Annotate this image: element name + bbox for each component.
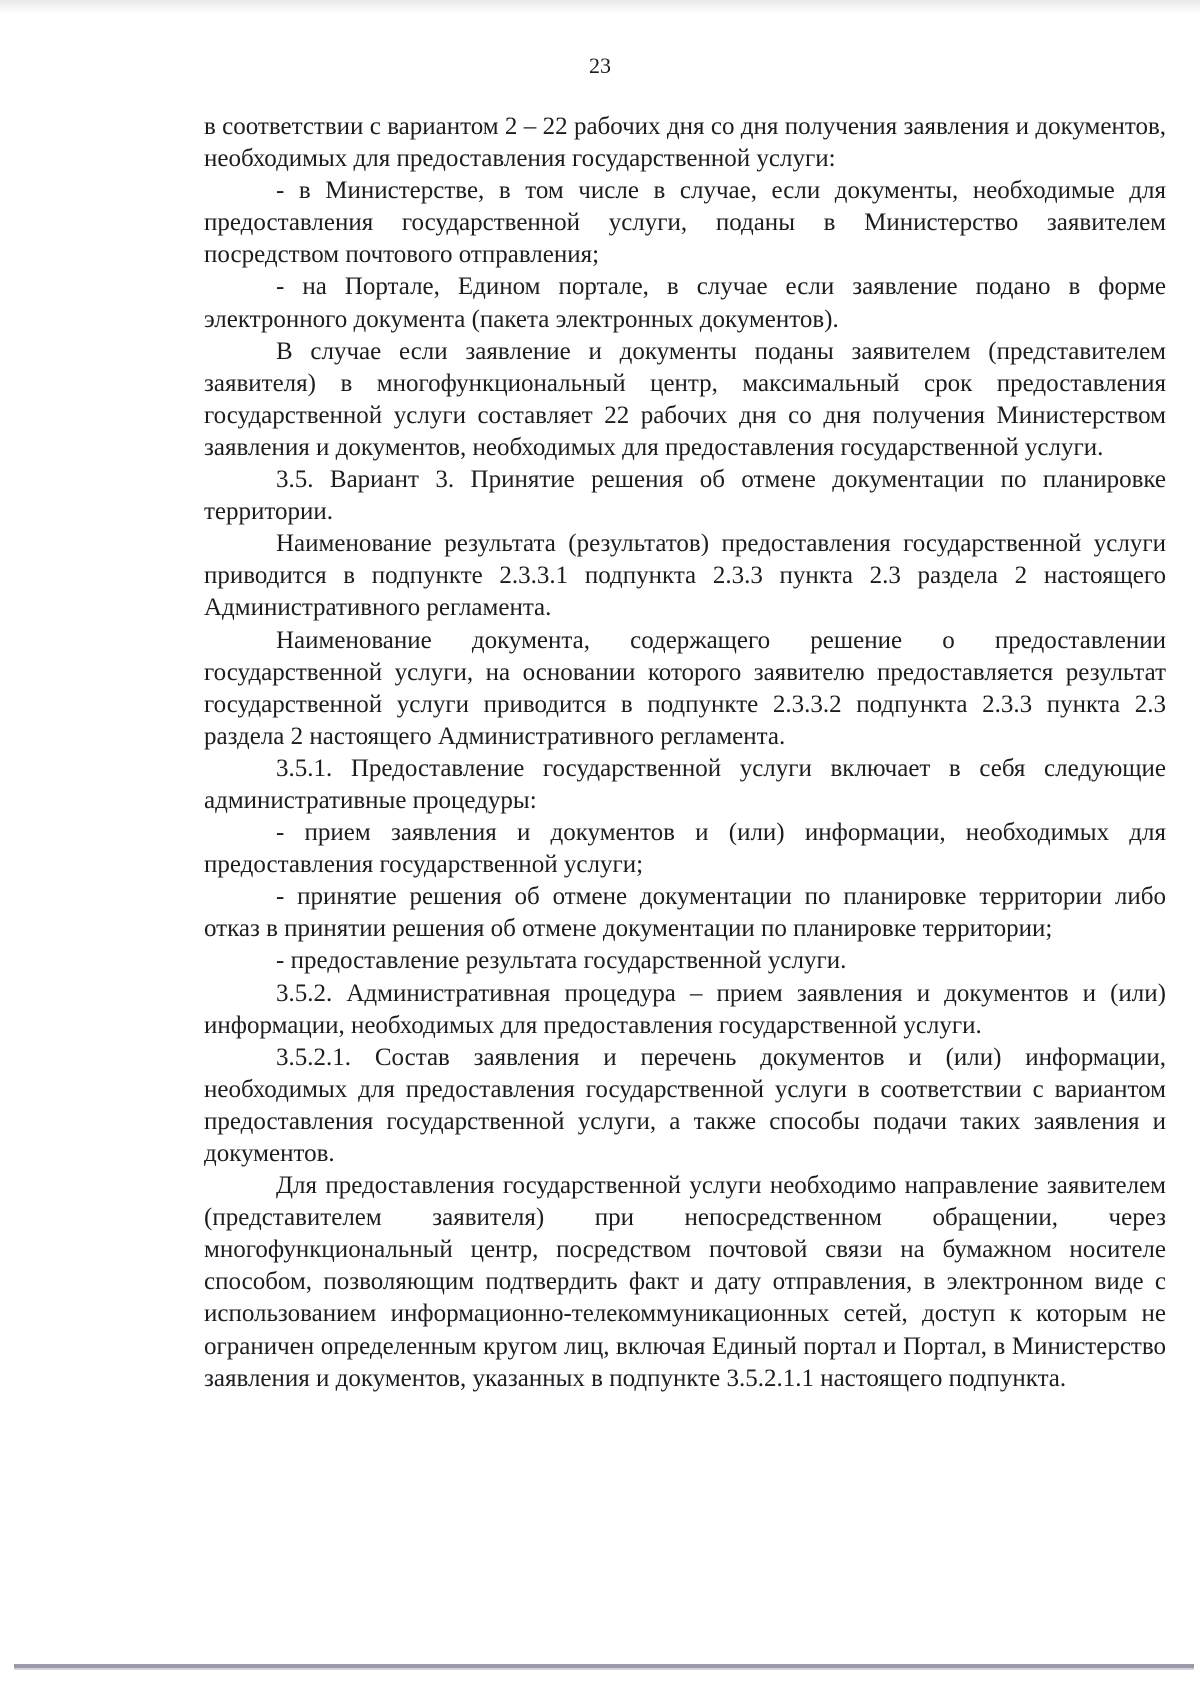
paragraph: - в Министерстве, в том числе в случае, если документы, необходимые для предоставления государственной услуги, поданы в Министерство заявителем посредством почтового отправления; [204,177,1166,269]
paragraph: 3.5.2.1. Состав заявления и перечень документов и (или) информации, необходимых для предоставления государственной услуги в соответствии с вариантом предоставления государственной услуги, а также способы подачи таких заявления и документов. [204,1043,1166,1167]
paragraph: Наименование результата (результатов) предоставления государственной услуги приводится в подпункте 2.3.3.1 подпункта 2.3.3 пункта 2.3 раздела 2 настоящего Административного регламента. [204,530,1166,622]
paragraph: - прием заявления и документов и (или) информации, необходимых для предоставления государственной услуги; [204,819,1166,879]
paragraph: 3.5.2. Административная процедура – прием заявления и документов и (или) информации, необходимых для предоставления государственной услуги. [204,979,1166,1039]
paragraph: Для предоставления государственной услуги необходимо направление заявителем (представителем заявителя) при непосредственном обращении, через многофункциональный центр, посредством почтовой связи на бумажном носителе способом, позволяющим подтвердить факт и дату отправления, в электронном виде с использованием информационно-телекоммуникационных сетей, доступ к которым не ограничен определенным кругом лиц, включая Единый портал и Портал, в Министерство заявления и документов, указанных в подпункте 3.5.2.1.1 настоящего подпункта. [204,1172,1166,1392]
page-number: 23 [589,53,611,78]
paragraph: Наименование документа, содержащего решение о предоставлении государственной услуги, на основании которого заявителю предоставляется результат государственной услуги приводится в подпункте 2.3.3.2 подпункта 2.3.3 пункта 2.3 раздела 2 настоящего Административного регламента. [204,626,1166,750]
document-body [204,111,1166,1395]
paragraph: - предоставление результата государственной услуги. [276,947,847,975]
paragraph: в соответствии с вариантом 2 – 22 рабочих дня со дня получения заявления и документов, необходимых для предоставления государственной услуги: [204,113,1166,173]
paragraph: - на Портале, Едином портале, в случае если заявление подано в форме электронного документа (пакета электронных документов). [204,273,1166,333]
paragraph: В случае если заявление и документы поданы заявителем (представителем заявителя) в многофункциональный центр, максимальный срок предоставления государственной услуги составляет 22 рабочих дня со дня получения Министерством заявления и документов, необходимых для предоставления государственной услуги. [204,337,1166,461]
paragraph: 3.5.1. Предоставление государственной услуги включает в себя следующие административные процедуры: [204,754,1166,814]
paragraph: 3.5. Вариант 3. Принятие решения об отмене документации по планировке территории. [204,466,1166,526]
paragraph: - принятие решения об отмене документации по планировке территории либо отказ в принятии решения об отмене документации по планировке территории; [204,883,1166,943]
scan-bottom-rule-shadow [14,1668,1194,1670]
scan-top-edge [0,0,1200,14]
